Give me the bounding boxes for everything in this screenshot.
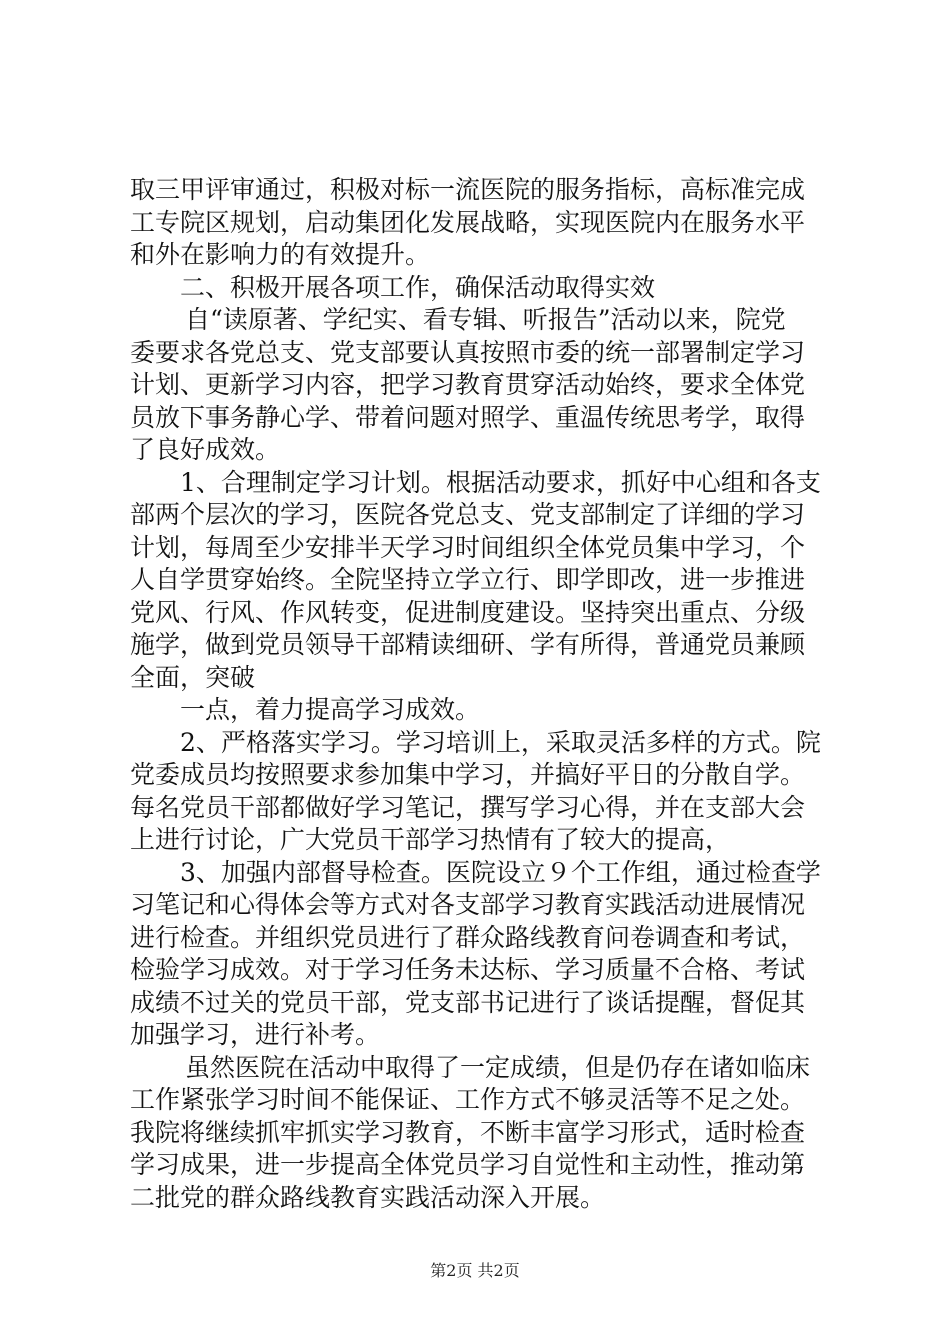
text-line: 全面，突破: [130, 662, 256, 692]
page-footer: [0, 1258, 950, 1281]
text-line: 自“读原著、学纪实、看专辑、听报告”活动以来，院党: [185, 305, 786, 334]
text-line: 1、合理制定学习计划。根据活动要求，抓好中心组和各支: [180, 467, 821, 497]
text-line: 人自学贯穿始终。全院坚持立学立行、即学即改，进一步推进: [130, 565, 806, 594]
text-line: 党委成员均按照要求参加集中学习，并搞好平日的分散自学。: [130, 760, 806, 789]
text-line: 2、严格落实学习。学习培训上，采取灵活多样的方式。院: [180, 727, 821, 757]
text-line: 检验学习成效。对于学习任务未达标、学习质量不合格、考试: [130, 955, 806, 984]
text-line: 委要求各党总支、党支部要认真按照市委的统一部署制定学习: [130, 337, 806, 367]
text-line: 学习成果，进一步提高全体党员学习自觉性和主动性，推动第: [130, 1150, 806, 1179]
text-line: 进行检查。并组织党员进行了群众路线教育问卷调查和考试，: [130, 922, 806, 952]
text-line: 员放下事务静心学、带着问题对照学、重温传统思考学，取得: [130, 402, 806, 432]
text-line: 工作紧张学习时间不能保证、工作方式不够灵活等不足之处。: [130, 1085, 806, 1114]
text-line: 取三甲评审通过，积极对标一流医院的服务指标，高标准完成: [130, 175, 806, 204]
text-line: 我院将继续抓牢抓实学习教育，不断丰富学习形式，适时检查: [130, 1117, 806, 1147]
text-line: 工专院区规划，启动集团化发展战略，实现医院内在服务水平: [130, 207, 806, 237]
page-number: 第2页 共2页: [430, 1261, 520, 1280]
text-line: 计划，每周至少安排半天学习时间组织全体党员集中学习，个: [130, 532, 806, 562]
text-line: 3、加强内部督导检查。医院设立９个工作组，通过检查学: [180, 857, 821, 887]
text-line: 二批党的群众路线教育实践活动深入开展。: [130, 1182, 606, 1212]
text-line: 施学，做到党员领导干部精读细研、学有所得，普通党员兼顾: [130, 630, 806, 659]
text-line: 加强学习，进行补考。: [130, 1020, 381, 1049]
text-line: 一点，着力提高学习成效。: [180, 695, 481, 724]
text-line: 虽然医院在活动中取得了一定成绩，但是仍存在诸如临床: [185, 1052, 811, 1082]
text-line: 计划、更新学习内容，把学习教育贯穿活动始终，要求全体党: [130, 370, 806, 399]
document-body: [130, 174, 830, 1214]
text-line: 每名党员干部都做好学习笔记，撰写学习心得，并在支部大会: [130, 792, 806, 822]
text-line: 部两个层次的学习，医院各党总支、党支部制定了详细的学习: [130, 500, 806, 529]
text-line: 了良好成效。: [130, 435, 281, 464]
section-heading: 二、积极开展各项工作，确保活动取得实效: [180, 272, 656, 302]
text-line: 党风、行风、作风转变，促进制度建设。坚持突出重点、分级: [130, 597, 806, 627]
text-line: 和外在影响力的有效提升。: [130, 240, 431, 269]
text-line: 上进行讨论，广大党员干部学习热情有了较大的提高，: [130, 825, 731, 854]
text-line: 成绩不过关的党员干部，党支部书记进行了谈话提醒，督促其: [130, 987, 806, 1017]
text-line: 习笔记和心得体会等方式对各支部学习教育实践活动进展情况: [130, 890, 806, 919]
